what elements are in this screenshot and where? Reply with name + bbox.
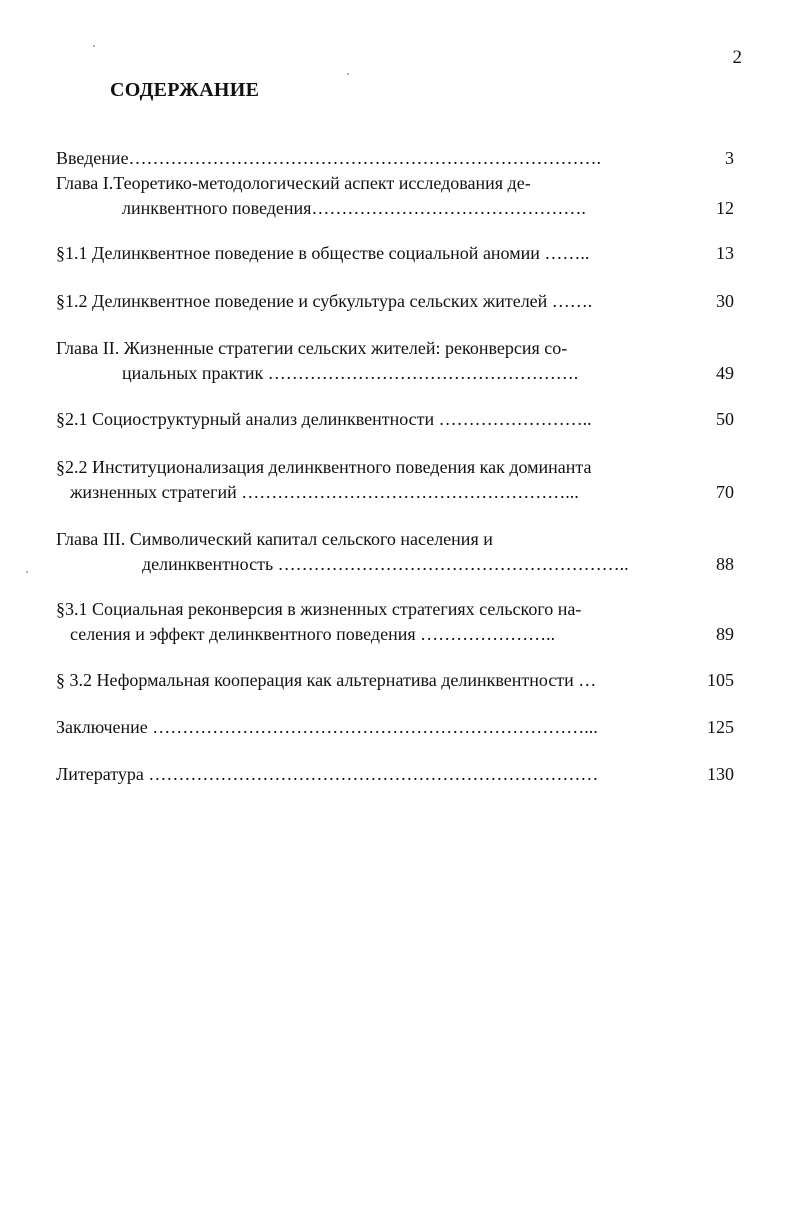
toc-entry-page: 50 (716, 409, 734, 429)
toc-entry-text-continued: селения и эффект делинквентного поведения ………………….. (70, 624, 556, 644)
toc-entry-chapter-2[interactable] (56, 336, 736, 386)
toc-entry-chapter-3[interactable] (56, 527, 736, 577)
toc-entry-section-2-1[interactable] (56, 407, 736, 432)
toc-entry-chapter-1[interactable] (56, 171, 736, 221)
toc-entry-text: §1.2 Делинквентное поведение и субкультура сельских жителей ……. (56, 291, 593, 311)
toc-entry-page: 89 (716, 624, 734, 644)
toc-entry-text: Заключение ………………………………………………………………... (56, 717, 598, 737)
toc-entry-text: §3.1 Социальная реконверсия в жизненных стратегиях сельского на- (56, 599, 582, 619)
toc-entry-text: Глава I.Теоретико-методологический аспект исследования де- (56, 173, 531, 193)
page-number: 2 (732, 47, 742, 68)
toc-entry-page: 3 (725, 148, 734, 168)
toc-entry-literature[interactable] (56, 762, 736, 787)
toc-entry-page: 105 (707, 670, 734, 690)
toc-entry-introduction[interactable] (56, 146, 736, 171)
toc-entry-page: 88 (716, 554, 734, 574)
toc-entry-text: §2.1 Социоструктурный анализ делинквентности …………………….. (56, 409, 592, 429)
toc-entry-text: Литература ………………………………………………………………… (56, 764, 599, 784)
toc-entry-page: 30 (716, 291, 734, 311)
toc-entry-section-2-2[interactable] (56, 455, 736, 505)
toc-entry-section-1-2[interactable] (56, 289, 736, 314)
toc-entry-page: 49 (716, 363, 734, 383)
toc-entry-text-continued: линквентного поведения………………………………………. (122, 198, 586, 218)
toc-entry-page: 130 (707, 764, 734, 784)
page-title: СОДЕРЖАНИЕ (110, 79, 260, 101)
toc-entry-text-continued: циальных практик ……………………………………………. (122, 363, 579, 383)
toc-entry-text: §2.2 Институционализация делинквентного поведения как доминанта (56, 457, 592, 477)
toc-entry-text: Глава III. Символический капитал сельского населения и (56, 529, 493, 549)
toc-entry-page: 70 (716, 482, 734, 502)
scan-speck (93, 45, 95, 47)
toc-entry-section-1-1[interactable] (56, 241, 736, 266)
toc-entry-page: 125 (707, 717, 734, 737)
toc-entry-page: 12 (716, 198, 734, 218)
toc-entry-page: 13 (716, 243, 734, 263)
toc-entry-text: §1.1 Делинквентное поведение в обществе социальной аномии …….. (56, 243, 590, 263)
toc-entry-text: Введение……………………………………………………………………. (56, 148, 602, 168)
toc-entry-text: § 3.2 Неформальная кооперация как альтернатива делинквентности … (56, 670, 597, 690)
toc-entry-text: Глава II. Жизненные стратегии сельских жителей: реконверсия со- (56, 338, 568, 358)
toc-entry-text-continued: жизненных стратегий ………………………………………………... (70, 482, 579, 502)
scan-speck (26, 571, 28, 573)
toc-entry-text-continued: делинквентность ………………………………………………….. (142, 554, 629, 574)
scan-speck (347, 73, 349, 75)
toc-entry-section-3-1[interactable] (56, 597, 736, 647)
toc-entry-section-3-2[interactable] (56, 668, 736, 693)
toc-entry-conclusion[interactable] (56, 715, 736, 740)
